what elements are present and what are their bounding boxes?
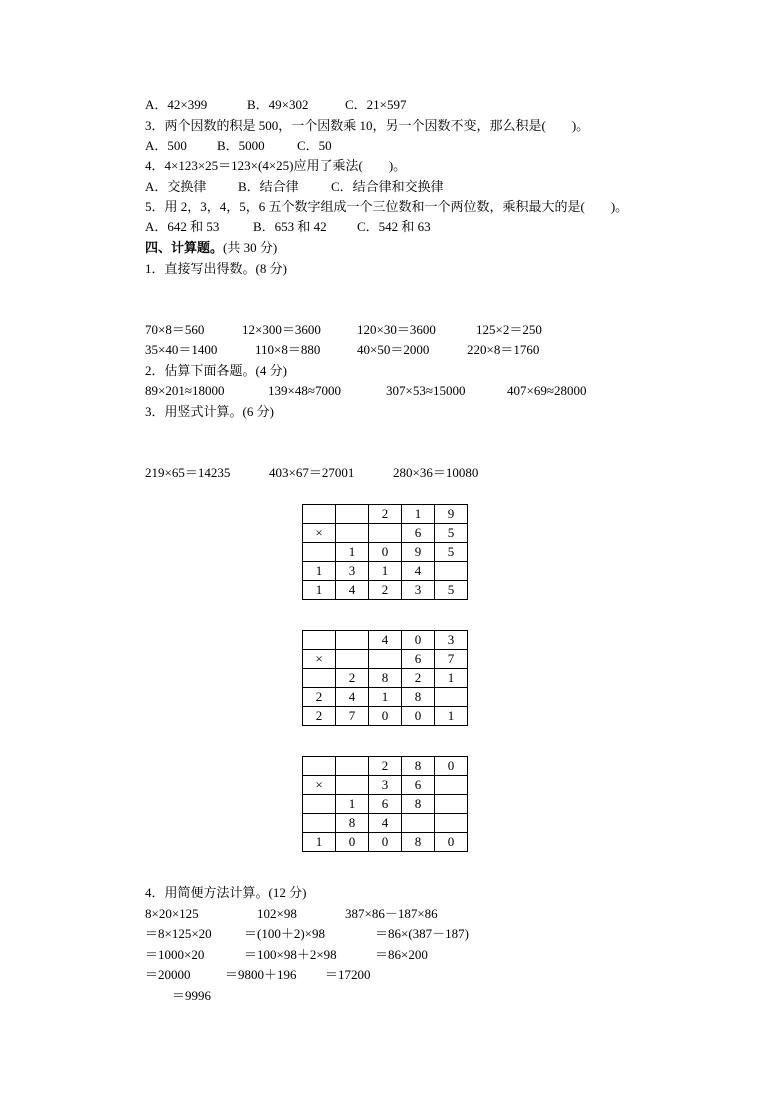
grid-cell xyxy=(303,543,336,562)
grid-cell: 7 xyxy=(336,707,369,726)
grid-cell: 2 xyxy=(303,707,336,726)
grid-cell: 6 xyxy=(402,776,435,795)
grid-cell: 1 xyxy=(369,688,402,707)
simplify-line-5 xyxy=(145,988,212,1004)
grid-cell: 4 xyxy=(336,688,369,707)
step: ＝9800＋196 xyxy=(225,967,297,982)
grid-cell: 3 xyxy=(336,562,369,581)
grid-cell: 8 xyxy=(336,814,369,833)
option-b: B．49×302 xyxy=(247,97,309,112)
grid-row xyxy=(303,814,468,833)
grid-cell: 1 xyxy=(369,562,402,581)
grid-cell xyxy=(435,688,468,707)
grid-row xyxy=(303,795,468,814)
part3-title: 3．用竖式计算。(6 分) xyxy=(145,404,274,419)
step: ＝86×(387－187) xyxy=(375,926,469,941)
grid-cell xyxy=(369,650,402,669)
grid-cell: 0 xyxy=(435,833,468,852)
grid-cell: 0 xyxy=(369,543,402,562)
grid-cell xyxy=(402,814,435,833)
grid-cell xyxy=(303,505,336,524)
grid-cell xyxy=(303,814,336,833)
grid-row xyxy=(303,524,468,543)
equation: 403×67＝27001 xyxy=(269,465,355,480)
grid-cell xyxy=(336,757,369,776)
grid-cell xyxy=(435,795,468,814)
simplify-line-1 xyxy=(145,906,438,922)
grid-cell xyxy=(303,631,336,650)
step: ＝(100＋2)×98 xyxy=(244,926,325,941)
grid-cell xyxy=(303,795,336,814)
option-a: A．交换律 xyxy=(145,179,207,194)
grid-cell: 3 xyxy=(402,581,435,600)
grid-cell: 1 xyxy=(303,562,336,581)
q4-options xyxy=(145,179,444,195)
grid-cell: 0 xyxy=(402,631,435,650)
grid-cell: 0 xyxy=(402,707,435,726)
option-c: C．50 xyxy=(297,138,332,153)
option-a: A．500 xyxy=(145,138,187,153)
grid-cell: 8 xyxy=(369,669,402,688)
equation: 12×300＝3600 xyxy=(242,322,321,337)
part4-title: 4．用简便方法计算。(12 分) xyxy=(145,885,307,900)
step: ＝8×125×20 xyxy=(145,926,212,941)
grid-row xyxy=(303,833,468,852)
grid-cell: 4 xyxy=(336,581,369,600)
estimate-row xyxy=(145,383,587,399)
equation: 407×69≈28000 xyxy=(507,383,587,398)
oral-row-1 xyxy=(145,322,542,338)
equation: 120×30＝3600 xyxy=(357,322,436,337)
grid-cell: 1 xyxy=(435,669,468,688)
grid-cell: × xyxy=(303,776,336,795)
grid-cell: × xyxy=(303,650,336,669)
equation: 40×50＝2000 xyxy=(357,342,430,357)
simplify-line-3 xyxy=(145,947,428,963)
grid-cell: 1 xyxy=(336,795,369,814)
grid-cell: 1 xyxy=(303,833,336,852)
grid-row xyxy=(303,757,468,776)
grid-cell: × xyxy=(303,524,336,543)
grid-cell xyxy=(336,524,369,543)
vertical-grid-1 xyxy=(302,504,468,600)
grid-cell: 5 xyxy=(435,543,468,562)
q4-stem: 4．4×123×25＝123×(4×25)应用了乘法( )。 xyxy=(145,158,407,173)
grid-cell xyxy=(369,524,402,543)
q5-options xyxy=(145,219,431,235)
oral-row-2 xyxy=(145,342,540,358)
section-heading xyxy=(145,240,277,256)
grid-cell: 4 xyxy=(369,631,402,650)
grid-cell: 7 xyxy=(435,650,468,669)
grid-cell: 2 xyxy=(303,688,336,707)
grid-cell: 8 xyxy=(402,833,435,852)
grid-cell xyxy=(336,650,369,669)
q3-stem: 3．两个因数的积是 500，一个因数乘 10，另一个因数不变，那么积是( )。 xyxy=(145,118,590,133)
grid-cell: 6 xyxy=(369,795,402,814)
grid-cell: 0 xyxy=(336,833,369,852)
step: ＝20000 xyxy=(145,967,191,982)
equation: 307×53≈15000 xyxy=(386,383,466,398)
grid-cell xyxy=(435,814,468,833)
grid-cell: 2 xyxy=(369,581,402,600)
step: 8×20×125 xyxy=(145,906,199,921)
grid-cell: 3 xyxy=(435,631,468,650)
grid-cell: 6 xyxy=(402,650,435,669)
option-c: C．542 和 63 xyxy=(357,219,431,234)
grid-cell xyxy=(336,505,369,524)
grid-row xyxy=(303,581,468,600)
grid-cell: 5 xyxy=(435,581,468,600)
grid-cell: 0 xyxy=(435,757,468,776)
step: ＝17200 xyxy=(325,967,371,982)
option-a: A．42×399 xyxy=(145,97,208,112)
grid-cell xyxy=(336,631,369,650)
grid-cell: 6 xyxy=(402,524,435,543)
q3-options xyxy=(145,138,332,154)
option-a: A．642 和 53 xyxy=(145,219,220,234)
vertical-grid-2 xyxy=(302,630,468,726)
grid-cell xyxy=(435,776,468,795)
grid-cell: 2 xyxy=(369,505,402,524)
grid-cell: 0 xyxy=(369,833,402,852)
equation: 280×36＝10080 xyxy=(393,465,479,480)
part1-title: 1．直接写出得数。(8 分) xyxy=(145,261,287,276)
grid-cell: 1 xyxy=(336,543,369,562)
step: ＝9996 xyxy=(172,988,212,1003)
grid-cell: 2 xyxy=(336,669,369,688)
grid-cell: 2 xyxy=(402,669,435,688)
step: ＝86×200 xyxy=(375,947,428,962)
q5-stem: 5．用 2，3，4，5，6 五个数字组成一个三位数和一个两位数，乘积最大的是( )。 xyxy=(145,199,629,214)
option-b: B．653 和 42 xyxy=(253,219,327,234)
grid-row xyxy=(303,631,468,650)
simplify-line-2 xyxy=(145,926,469,942)
grid-row xyxy=(303,650,468,669)
grid-row xyxy=(303,669,468,688)
vertical-answers-row xyxy=(145,465,479,481)
grid-cell: 0 xyxy=(369,707,402,726)
grid-cell: 9 xyxy=(402,543,435,562)
grid-row xyxy=(303,776,468,795)
grid-cell: 9 xyxy=(435,505,468,524)
grid-cell xyxy=(336,776,369,795)
equation: 89×201≈18000 xyxy=(145,383,225,398)
part2-title: 2．估算下面各题。(4 分) xyxy=(145,363,287,378)
grid-cell: 1 xyxy=(435,707,468,726)
step: 102×98 xyxy=(257,906,297,921)
step: ＝1000×20 xyxy=(145,947,205,962)
vertical-grid-3 xyxy=(302,756,468,852)
grid-cell xyxy=(435,562,468,581)
equation: 220×8＝1760 xyxy=(467,342,540,357)
equation: 125×2＝250 xyxy=(476,322,542,337)
equation: 219×65＝14235 xyxy=(145,465,231,480)
option-c: C．21×597 xyxy=(345,97,407,112)
grid-cell: 3 xyxy=(369,776,402,795)
grid-row xyxy=(303,688,468,707)
section-title: 四、计算题。 xyxy=(145,240,224,255)
grid-cell: 8 xyxy=(402,688,435,707)
grid-cell: 8 xyxy=(402,757,435,776)
grid-cell xyxy=(303,669,336,688)
grid-row xyxy=(303,505,468,524)
option-c: C．结合律和交换律 xyxy=(331,179,444,194)
grid-row xyxy=(303,562,468,581)
grid-cell: 4 xyxy=(369,814,402,833)
grid-cell: 1 xyxy=(402,505,435,524)
grid-row xyxy=(303,707,468,726)
option-b: B．5000 xyxy=(217,138,265,153)
step: 387×86－187×86 xyxy=(345,906,438,921)
grid-cell: 2 xyxy=(369,757,402,776)
step: ＝100×98＋2×98 xyxy=(244,947,337,962)
grid-cell: 8 xyxy=(402,795,435,814)
equation: 110×8＝880 xyxy=(255,342,321,357)
equation: 35×40＝1400 xyxy=(145,342,218,357)
option-b: B．结合律 xyxy=(238,179,299,194)
q2-options xyxy=(145,97,407,113)
section-points: (共 30 分) xyxy=(223,240,278,255)
grid-cell xyxy=(303,757,336,776)
grid-cell: 4 xyxy=(402,562,435,581)
equation: 70×8＝560 xyxy=(145,322,205,337)
grid-cell: 5 xyxy=(435,524,468,543)
grid-row xyxy=(303,543,468,562)
equation: 139×48≈7000 xyxy=(268,383,341,398)
grid-cell: 1 xyxy=(303,581,336,600)
simplify-line-4 xyxy=(145,967,371,983)
